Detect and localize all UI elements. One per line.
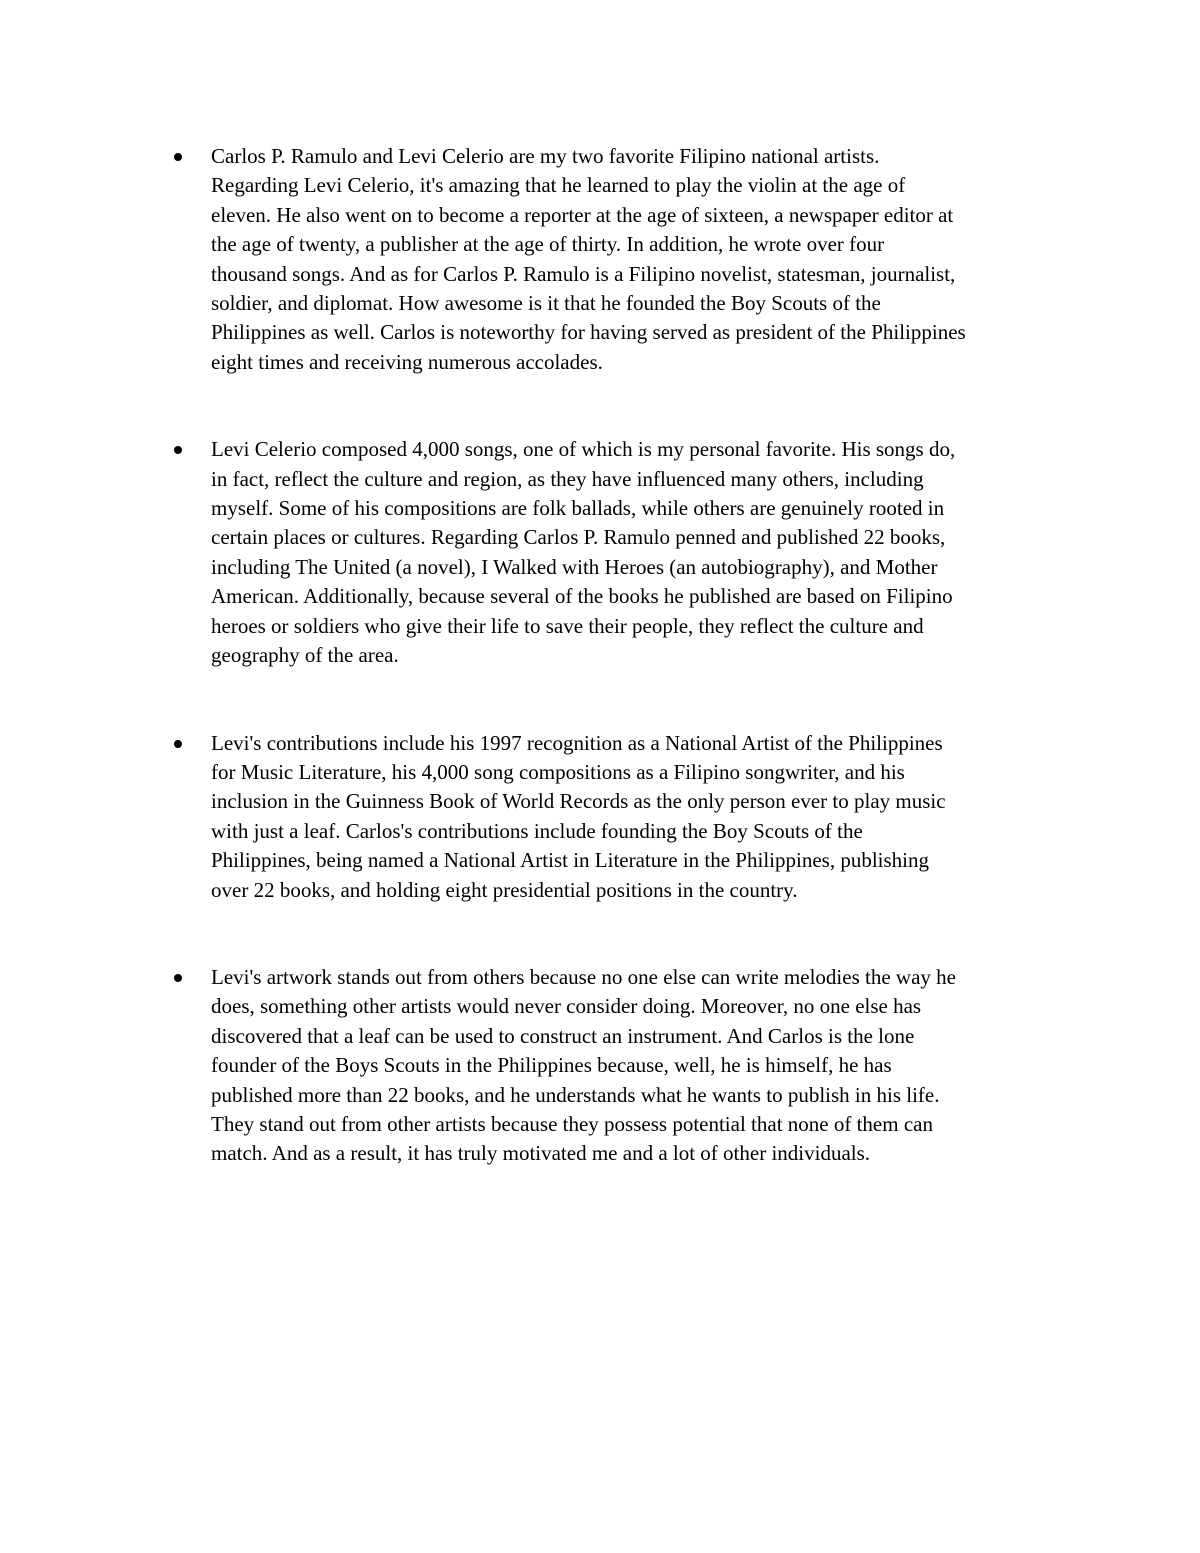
text-line: eight times and receiving numerous accolades. bbox=[211, 349, 603, 374]
text-line: in fact, reflect the culture and region, as they have influenced many others, including bbox=[211, 466, 924, 491]
bullet-dot-icon bbox=[174, 740, 182, 748]
text-line: heroes or soldiers who give their life to save their people, they reflect the culture and bbox=[211, 613, 924, 638]
bullet-dot-icon bbox=[174, 153, 182, 161]
text-line: over 22 books, and holding eight presidential positions in the country. bbox=[211, 877, 798, 902]
text-line: including The United (a novel), I Walked with Heroes (an autobiography), and Mother bbox=[211, 554, 938, 579]
text-line: does, something other artists would never consider doing. Moreover, no one else has bbox=[211, 994, 922, 1019]
bullet-item-4 bbox=[211, 963, 1071, 1169]
text-line: Regarding Levi Celerio, it's amazing that he learned to play the violin at the age of bbox=[211, 173, 906, 198]
text-line: soldier, and diplomat. How awesome is it that he founded the Boy Scouts of the bbox=[211, 291, 881, 316]
text-line: founder of the Boys Scouts in the Philippines because, well, he is himself, he has bbox=[211, 1053, 892, 1078]
text-line: Philippines as well. Carlos is noteworthy for having served as president of the Philippines bbox=[211, 320, 966, 345]
text-line: Levi's contributions include his 1997 recognition as a National Artist of the Philippines bbox=[211, 730, 943, 755]
bullet-item-1 bbox=[211, 142, 1071, 377]
text-line: American. Additionally, because several of the books he published are based on Filipino bbox=[211, 584, 953, 609]
text-line: inclusion in the Guinness Book of World Records as the only person ever to play music bbox=[211, 789, 946, 814]
text-line: discovered that a leaf can be used to construct an instrument. And Carlos is the lone bbox=[211, 1023, 915, 1048]
text-line: They stand out from other artists because they possess potential that none of them can bbox=[211, 1111, 933, 1136]
bullet-list bbox=[211, 142, 1071, 1227]
text-line: with just a leaf. Carlos's contributions include founding the Boy Scouts of the bbox=[211, 818, 863, 843]
text-line: the age of twenty, a publisher at the age of thirty. In addition, he wrote over four bbox=[211, 232, 885, 257]
text-line: Levi Celerio composed 4,000 songs, one of which is my personal favorite. His songs do, bbox=[211, 437, 956, 462]
bullet-dot-icon bbox=[174, 974, 182, 982]
text-line: geography of the area. bbox=[211, 643, 399, 668]
text-line: Carlos P. Ramulo and Levi Celerio are my two favorite Filipino national artists. bbox=[211, 144, 880, 168]
text-line: eleven. He also went on to become a reporter at the age of sixteen, a newspaper editor at bbox=[211, 202, 954, 227]
text-line: for Music Literature, his 4,000 song compositions as a Filipino songwriter, and his bbox=[211, 759, 905, 784]
text-line: Philippines, being named a National Artist in Literature in the Philippines, publishing bbox=[211, 848, 929, 873]
bullet-item-3 bbox=[211, 729, 1071, 905]
text-line: thousand songs. And as for Carlos P. Ramulo is a Filipino novelist, statesman, journalist, bbox=[211, 261, 956, 286]
bullet-item-2 bbox=[211, 435, 1071, 670]
text-line: match. And as a result, it has truly motivated me and a lot of other individuals. bbox=[211, 1141, 871, 1166]
bullet-dot-icon bbox=[174, 446, 182, 454]
text-line: certain places or cultures. Regarding Carlos P. Ramulo penned and published 22 books, bbox=[211, 525, 946, 550]
text-line: Levi's artwork stands out from others because no one else can write melodies the way he bbox=[211, 964, 956, 989]
text-line: published more than 22 books, and he understands what he wants to publish in his life. bbox=[211, 1082, 940, 1107]
text-line: myself. Some of his compositions are folk ballads, while others are genuinely rooted in bbox=[211, 496, 945, 521]
